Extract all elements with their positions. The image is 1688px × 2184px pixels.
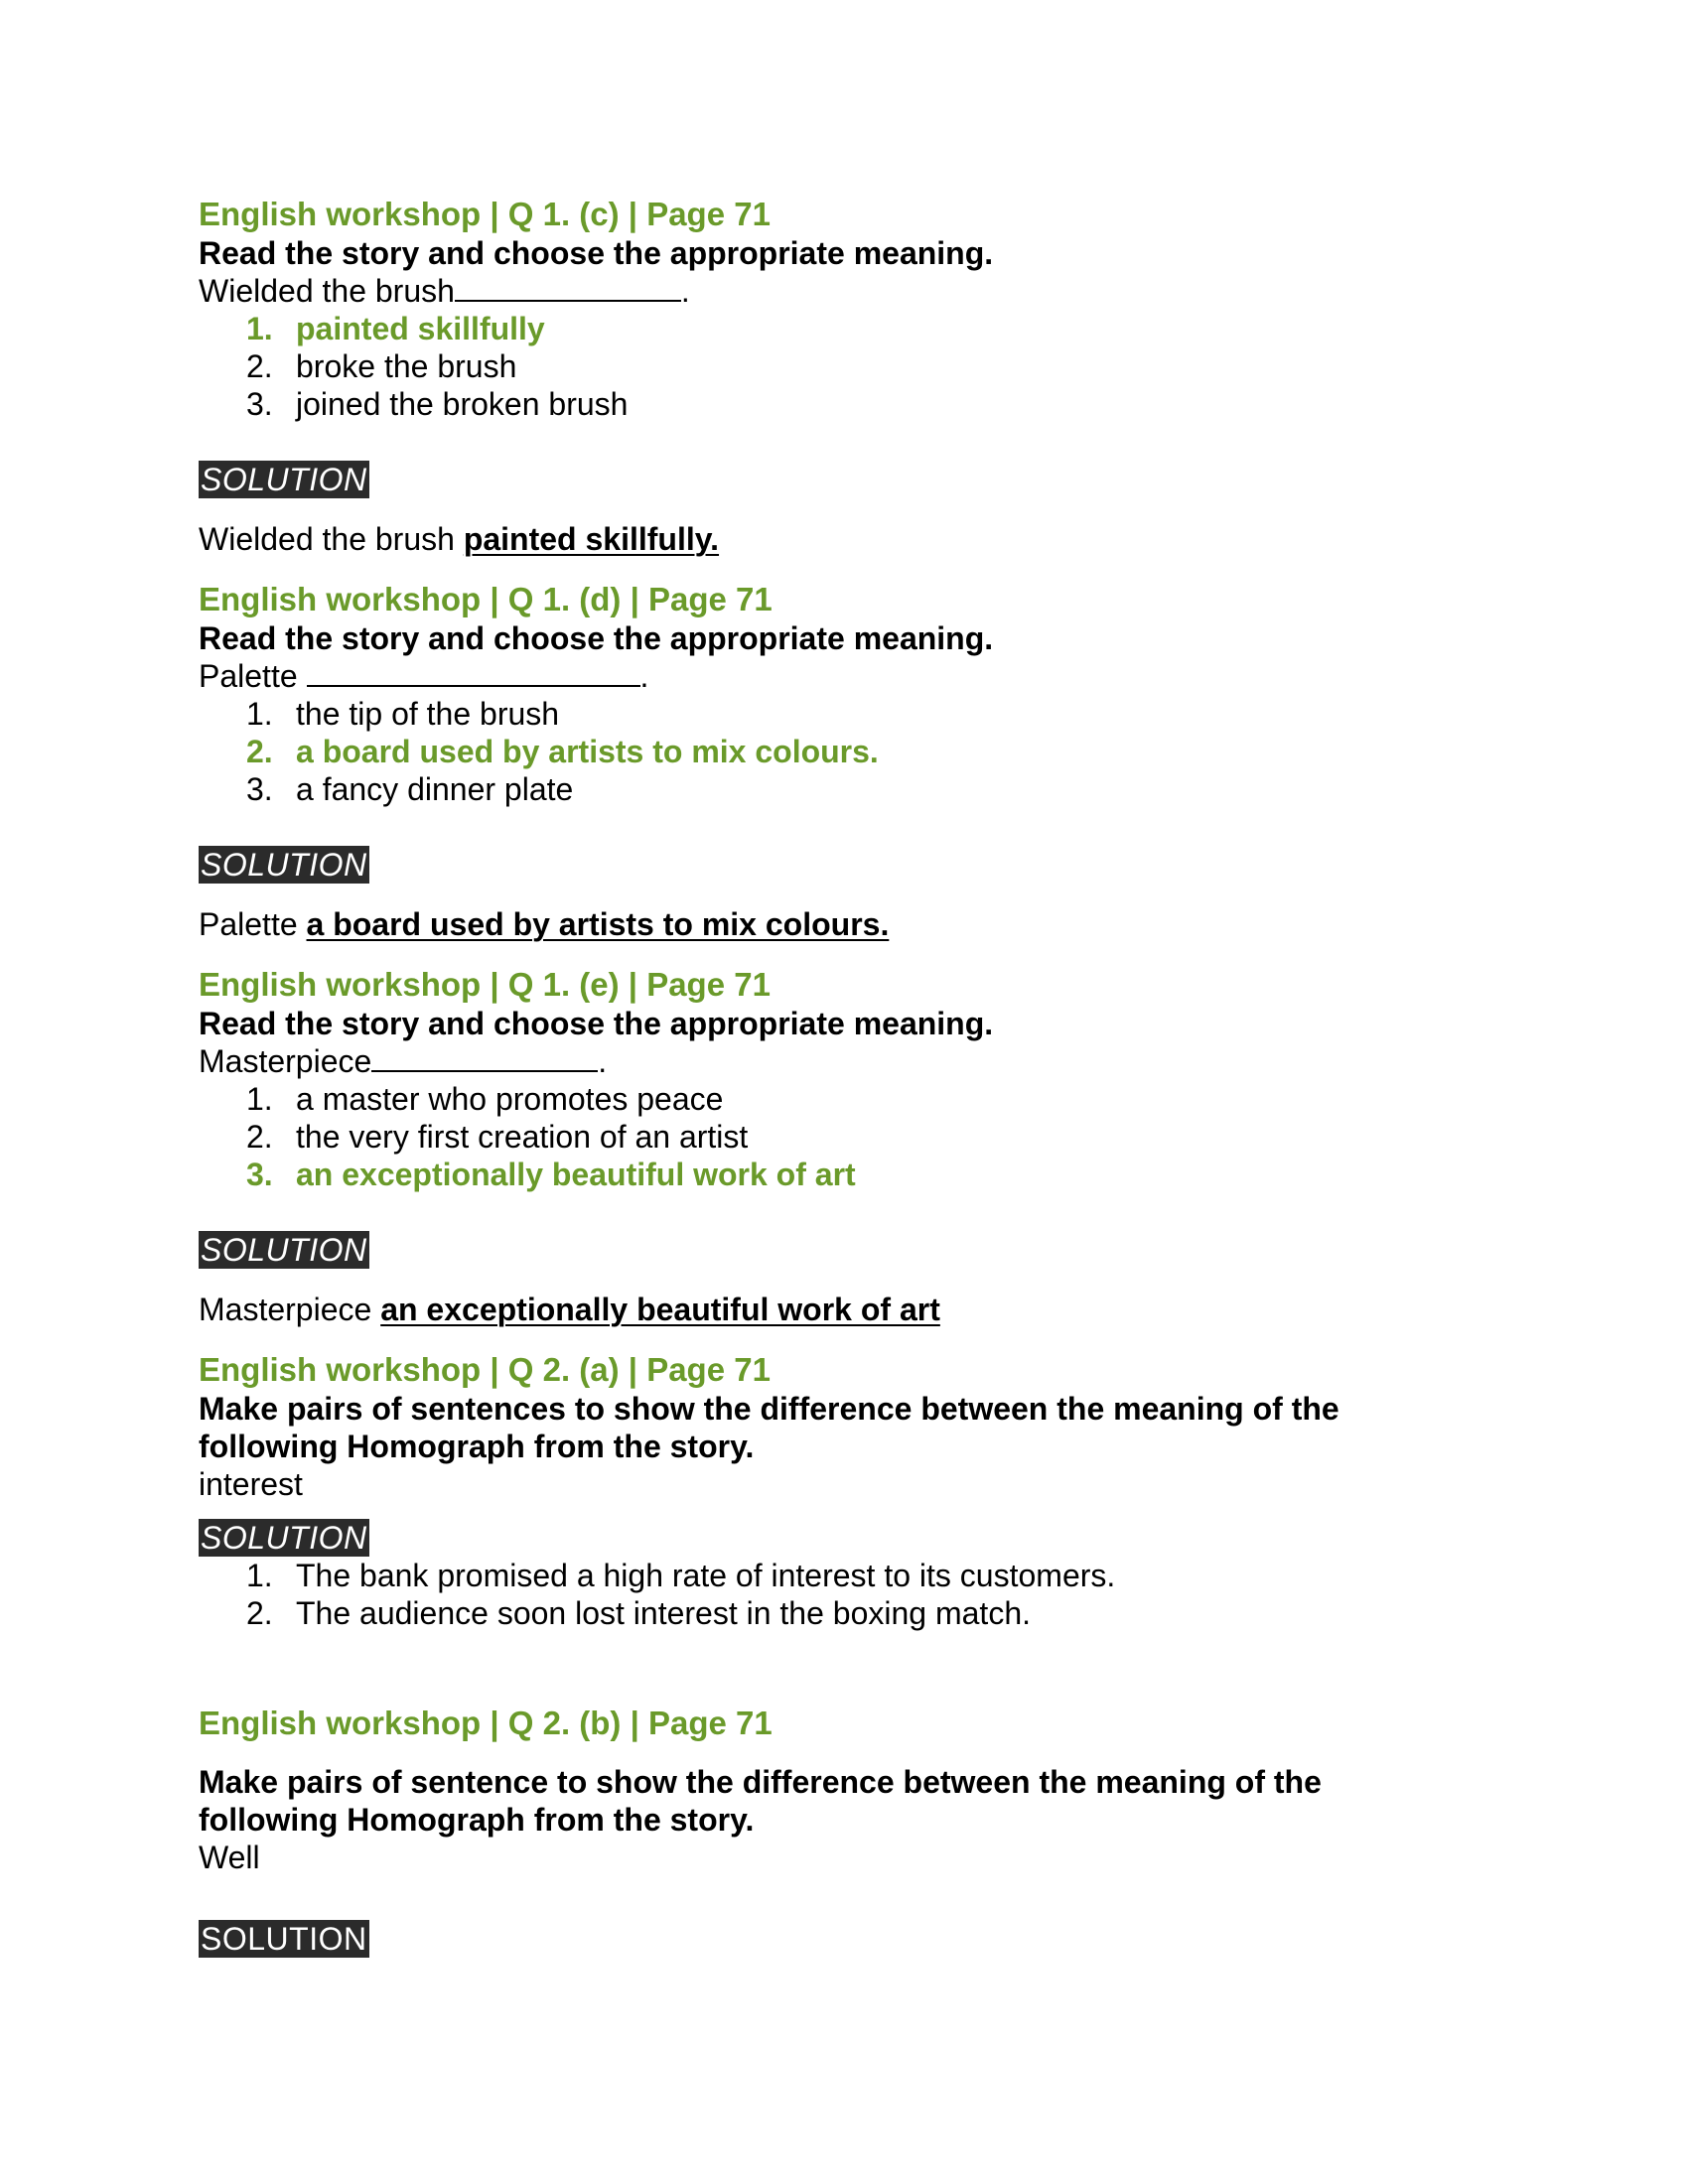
answer-blank xyxy=(307,659,640,687)
answer-text: an exceptionally beautiful work of art xyxy=(380,1292,940,1327)
solution-row xyxy=(199,1519,369,1557)
option-number: 3. xyxy=(246,386,273,422)
question-prompt: Read the story and choose the appropriate meaning. xyxy=(199,235,994,271)
stem-end: . xyxy=(598,1043,608,1079)
solution-answer xyxy=(199,1291,940,1328)
solution-row xyxy=(199,1920,369,1958)
question-block-1d xyxy=(199,580,1489,942)
option-number: 2. xyxy=(246,734,273,769)
option-text: broke the brush xyxy=(296,348,517,384)
option-text: the very first creation of an artist xyxy=(296,1119,749,1155)
question-prompt-line-2: following Homograph from the story. xyxy=(199,1802,755,1838)
homograph-word: Well xyxy=(199,1840,260,1875)
answer-prefix: Masterpiece xyxy=(199,1292,372,1327)
spacer xyxy=(199,1743,1489,1763)
solution-row xyxy=(199,461,369,498)
answer-prefix: Wielded the brush xyxy=(199,521,455,557)
question-prompt-line-1: Make pairs of sentence to show the difference between the meaning of the xyxy=(199,1764,1322,1800)
solution-badge: SOLUTION xyxy=(201,462,367,497)
homograph-word: interest xyxy=(199,1466,303,1502)
option-item-correct xyxy=(246,310,1489,347)
stem-text: Palette xyxy=(199,658,298,694)
answer-blank xyxy=(455,274,681,302)
question-block-2a xyxy=(199,1350,1489,1631)
option-item xyxy=(246,385,1489,423)
option-number: 2. xyxy=(246,1119,273,1155)
stem-end: . xyxy=(680,273,690,309)
option-item xyxy=(246,695,1489,733)
question-prompt: Read the story and choose the appropriate meaning. xyxy=(199,620,994,656)
option-number: 1. xyxy=(246,696,273,732)
question-heading: English workshop | Q 1. (e) | Page 71 xyxy=(199,966,771,1003)
option-text: painted skillfully xyxy=(296,311,545,346)
stem-end: . xyxy=(639,658,649,694)
options-list xyxy=(199,310,1489,423)
stem-text: Masterpiece xyxy=(199,1043,372,1079)
question-heading: English workshop | Q 1. (c) | Page 71 xyxy=(199,196,771,232)
question-heading: English workshop | Q 2. (b) | Page 71 xyxy=(199,1705,773,1741)
answer-blank xyxy=(371,1044,598,1072)
question-block-1c xyxy=(199,195,1489,557)
options-list xyxy=(199,1080,1489,1193)
question-block-2b xyxy=(199,1704,1489,1957)
option-number: 3. xyxy=(246,771,273,807)
option-number: 1. xyxy=(246,311,273,346)
solution-answer xyxy=(199,520,719,558)
sentence-text: The audience soon lost interest in the boxing match. xyxy=(296,1595,1031,1631)
option-item xyxy=(246,1118,1489,1156)
option-number: 3. xyxy=(246,1157,273,1192)
option-text: joined the broken brush xyxy=(296,386,629,422)
stem-text: Wielded the brush xyxy=(199,273,455,309)
option-text: a board used by artists to mix colours. xyxy=(296,734,879,769)
question-stem xyxy=(199,1042,1489,1080)
option-item-correct xyxy=(246,1156,1489,1193)
option-text: an exceptionally beautiful work of art xyxy=(296,1157,856,1192)
solution-badge: SOLUTION xyxy=(201,1232,367,1268)
question-block-1e xyxy=(199,965,1489,1327)
question-prompt: Read the story and choose the appropriate meaning. xyxy=(199,1006,994,1041)
answer-text: painted skillfully. xyxy=(463,521,720,557)
question-prompt-line-2: following Homograph from the story. xyxy=(199,1429,755,1464)
question-prompt-line-1: Make pairs of sentences to show the difference between the meaning of the xyxy=(199,1391,1339,1427)
solution-row xyxy=(199,1231,369,1269)
sentence-number: 2. xyxy=(246,1595,273,1631)
option-number: 1. xyxy=(246,1081,273,1117)
options-list xyxy=(199,695,1489,808)
solution-badge: SOLUTION xyxy=(201,847,367,883)
solution-sentences xyxy=(199,1557,1115,1632)
sentence-item xyxy=(246,1557,1115,1594)
solution-badge: SOLUTION xyxy=(201,1921,367,1957)
sentence-text: The bank promised a high rate of interest to its customers. xyxy=(296,1558,1116,1593)
option-item xyxy=(246,347,1489,385)
option-item xyxy=(246,770,1489,808)
option-text: a fancy dinner plate xyxy=(296,771,574,807)
solution-badge: SOLUTION xyxy=(201,1520,367,1556)
answer-text: a board used by artists to mix colours. xyxy=(306,906,890,942)
option-text: a master who promotes peace xyxy=(296,1081,724,1117)
question-heading: English workshop | Q 2. (a) | Page 71 xyxy=(199,1351,771,1388)
option-item xyxy=(246,1080,1489,1118)
solution-row xyxy=(199,846,369,884)
answer-prefix: Palette xyxy=(199,906,298,942)
option-number: 2. xyxy=(246,348,273,384)
question-heading: English workshop | Q 1. (d) | Page 71 xyxy=(199,581,773,617)
sentence-item xyxy=(246,1594,1115,1632)
option-text: the tip of the brush xyxy=(296,696,560,732)
question-stem xyxy=(199,272,1489,310)
sentence-number: 1. xyxy=(246,1558,273,1593)
option-item-correct xyxy=(246,733,1489,770)
question-stem xyxy=(199,657,1489,695)
solution-answer xyxy=(199,905,889,943)
